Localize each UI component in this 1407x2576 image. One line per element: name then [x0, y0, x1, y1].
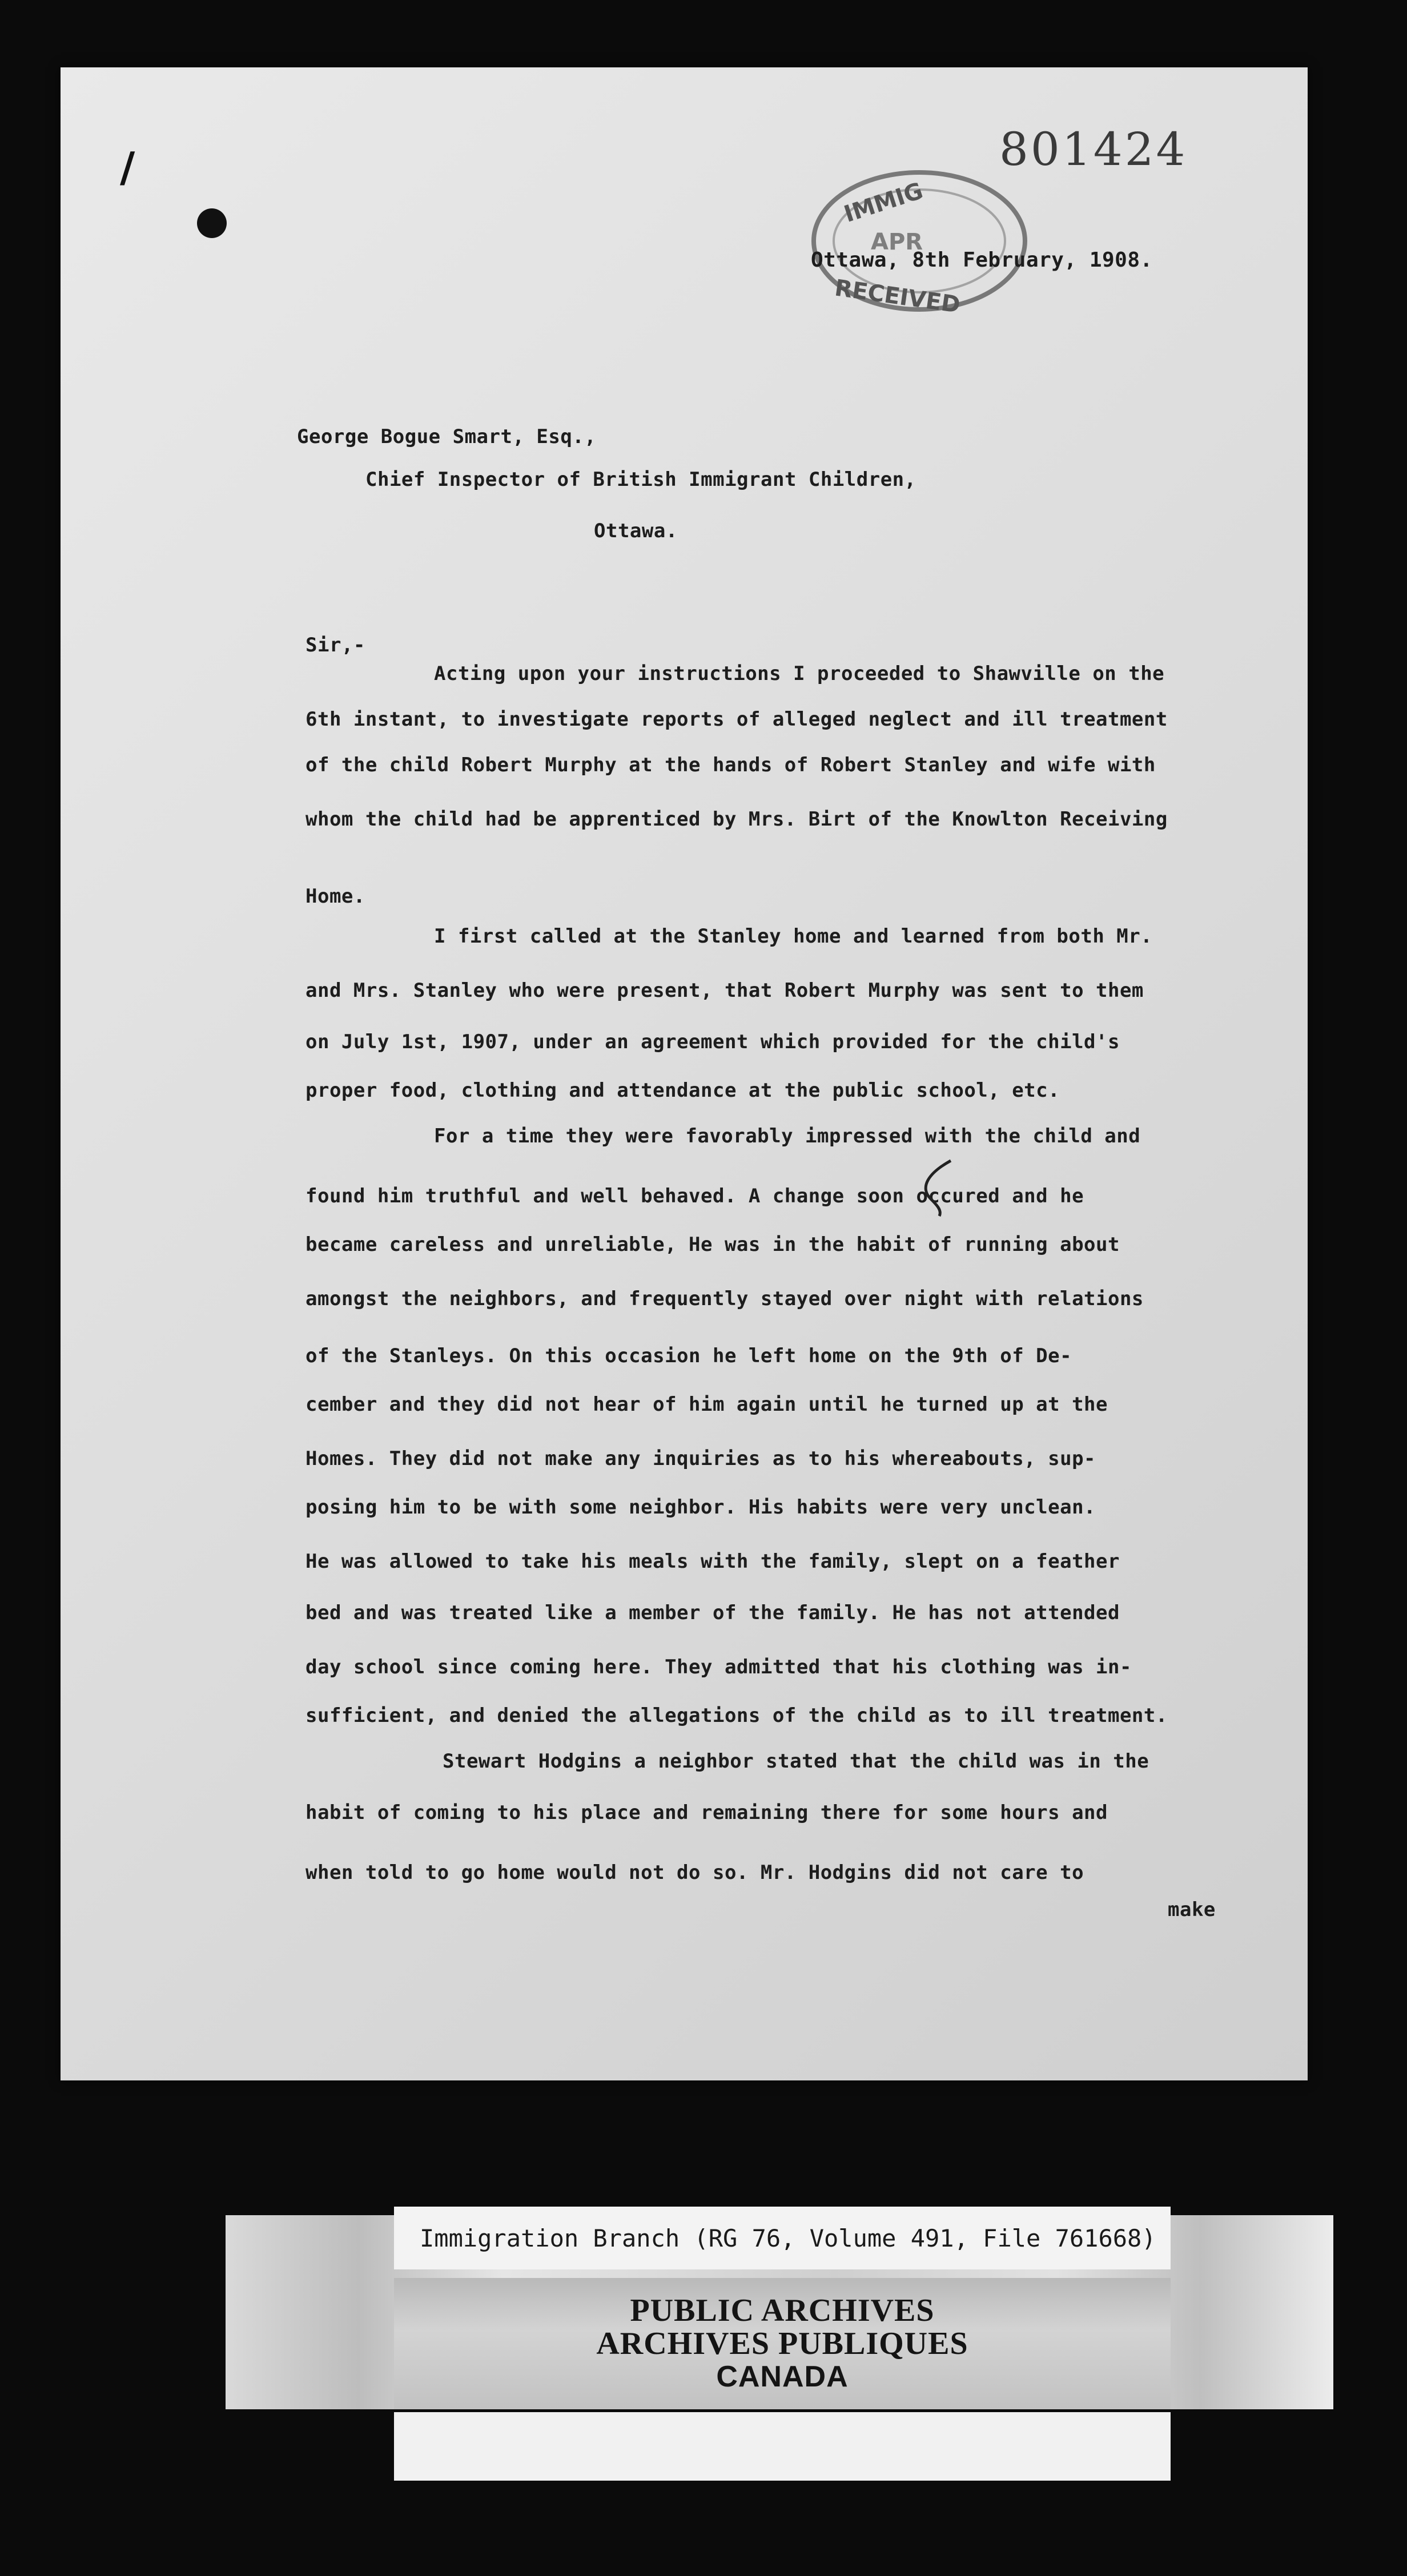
body-line: Acting upon your instructions I proceeded to Shawville on the	[434, 662, 1165, 685]
document-page	[61, 67, 1308, 2080]
addressee-city: Ottawa.	[594, 520, 678, 542]
pen-mark	[916, 1156, 956, 1219]
archive-stamp-tape	[394, 2278, 1171, 2409]
addressee-title: Chief Inspector of British Immigrant Children,	[365, 468, 916, 491]
body-line: amongst the neighbors, and frequently stayed over night with relations	[305, 1287, 1144, 1310]
handwritten-mark: /	[120, 143, 135, 191]
body-line: Home.	[305, 885, 365, 908]
body-line: Homes. They did not make any inquiries as to his whereabouts, sup-	[305, 1447, 1096, 1470]
archive-line-2: ARCHIVES PUBLIQUES	[596, 2326, 968, 2361]
body-line: 6th instant, to investigate reports of alleged neglect and ill treatment	[305, 708, 1168, 731]
body-line: whom the child had be apprenticed by Mrs. Birt of the Knowlton Receiving	[305, 808, 1168, 831]
body-line: found him truthful and well behaved. A change soon occured and he	[305, 1185, 1084, 1208]
body-line: when told to go home would not do so. Mr. Hodgins did not care to	[305, 1861, 1084, 1884]
body-line: day school since coming here. They admitted that his clothing was in-	[305, 1656, 1132, 1679]
body-line: I first called at the Stanley home and learned from both Mr.	[434, 925, 1153, 948]
body-line: habit of coming to his place and remaining there for some hours and	[305, 1801, 1108, 1824]
body-line: on July 1st, 1907, under an agreement which provided for the child's	[305, 1031, 1120, 1053]
body-line: and Mrs. Stanley who were present, that Robert Murphy was sent to them	[305, 979, 1144, 1002]
archive-reference-label	[394, 2207, 1171, 2269]
salutation: Sir,-	[305, 634, 365, 657]
body-line: posing him to be with some neighbor. His habits were very unclean.	[305, 1496, 1096, 1519]
body-line: He was allowed to take his meals with the family, slept on a feather	[305, 1550, 1120, 1573]
punch-hole	[197, 208, 227, 238]
stamp-text-top: IMMIG	[841, 178, 927, 228]
archive-blank-label	[394, 2412, 1171, 2481]
body-line: proper food, clothing and attendance at the public school, etc.	[305, 1079, 1060, 1102]
archive-line-1: PUBLIC ARCHIVES	[630, 2293, 935, 2328]
body-line: of the Stanleys. On this occasion he left home on the 9th of De-	[305, 1345, 1072, 1367]
stamp-text-bottom: RECEIVED	[833, 275, 962, 319]
archive-reference: Immigration Branch (RG 76, Volume 491, File 761668)	[420, 2224, 1156, 2252]
body-line: Stewart Hodgins a neighbor stated that the child was in the	[443, 1750, 1149, 1773]
body-line: of the child Robert Murphy at the hands of Robert Stanley and wife with	[305, 754, 1156, 776]
body-line: cember and they did not hear of him again until he turned up at the	[305, 1393, 1108, 1416]
received-stamp	[802, 155, 1042, 327]
body-line: sufficient, and denied the allegations of the child as to ill treatment.	[305, 1704, 1168, 1727]
catchword: make	[1168, 1898, 1216, 1921]
date-line: Ottawa, 8th February, 1908.	[811, 248, 1153, 272]
body-line: became careless and unreliable, He was in the habit of running about	[305, 1233, 1120, 1256]
stamp-text-middle: APR	[871, 229, 923, 255]
document-number: 801424	[999, 123, 1188, 176]
body-line: bed and was treated like a member of the family. He has not attended	[305, 1601, 1120, 1624]
body-line: For a time they were favorably impressed with the child and	[434, 1125, 1141, 1148]
archive-line-3: CANADA	[716, 2360, 849, 2393]
addressee-name: George Bogue Smart, Esq.,	[297, 425, 597, 448]
